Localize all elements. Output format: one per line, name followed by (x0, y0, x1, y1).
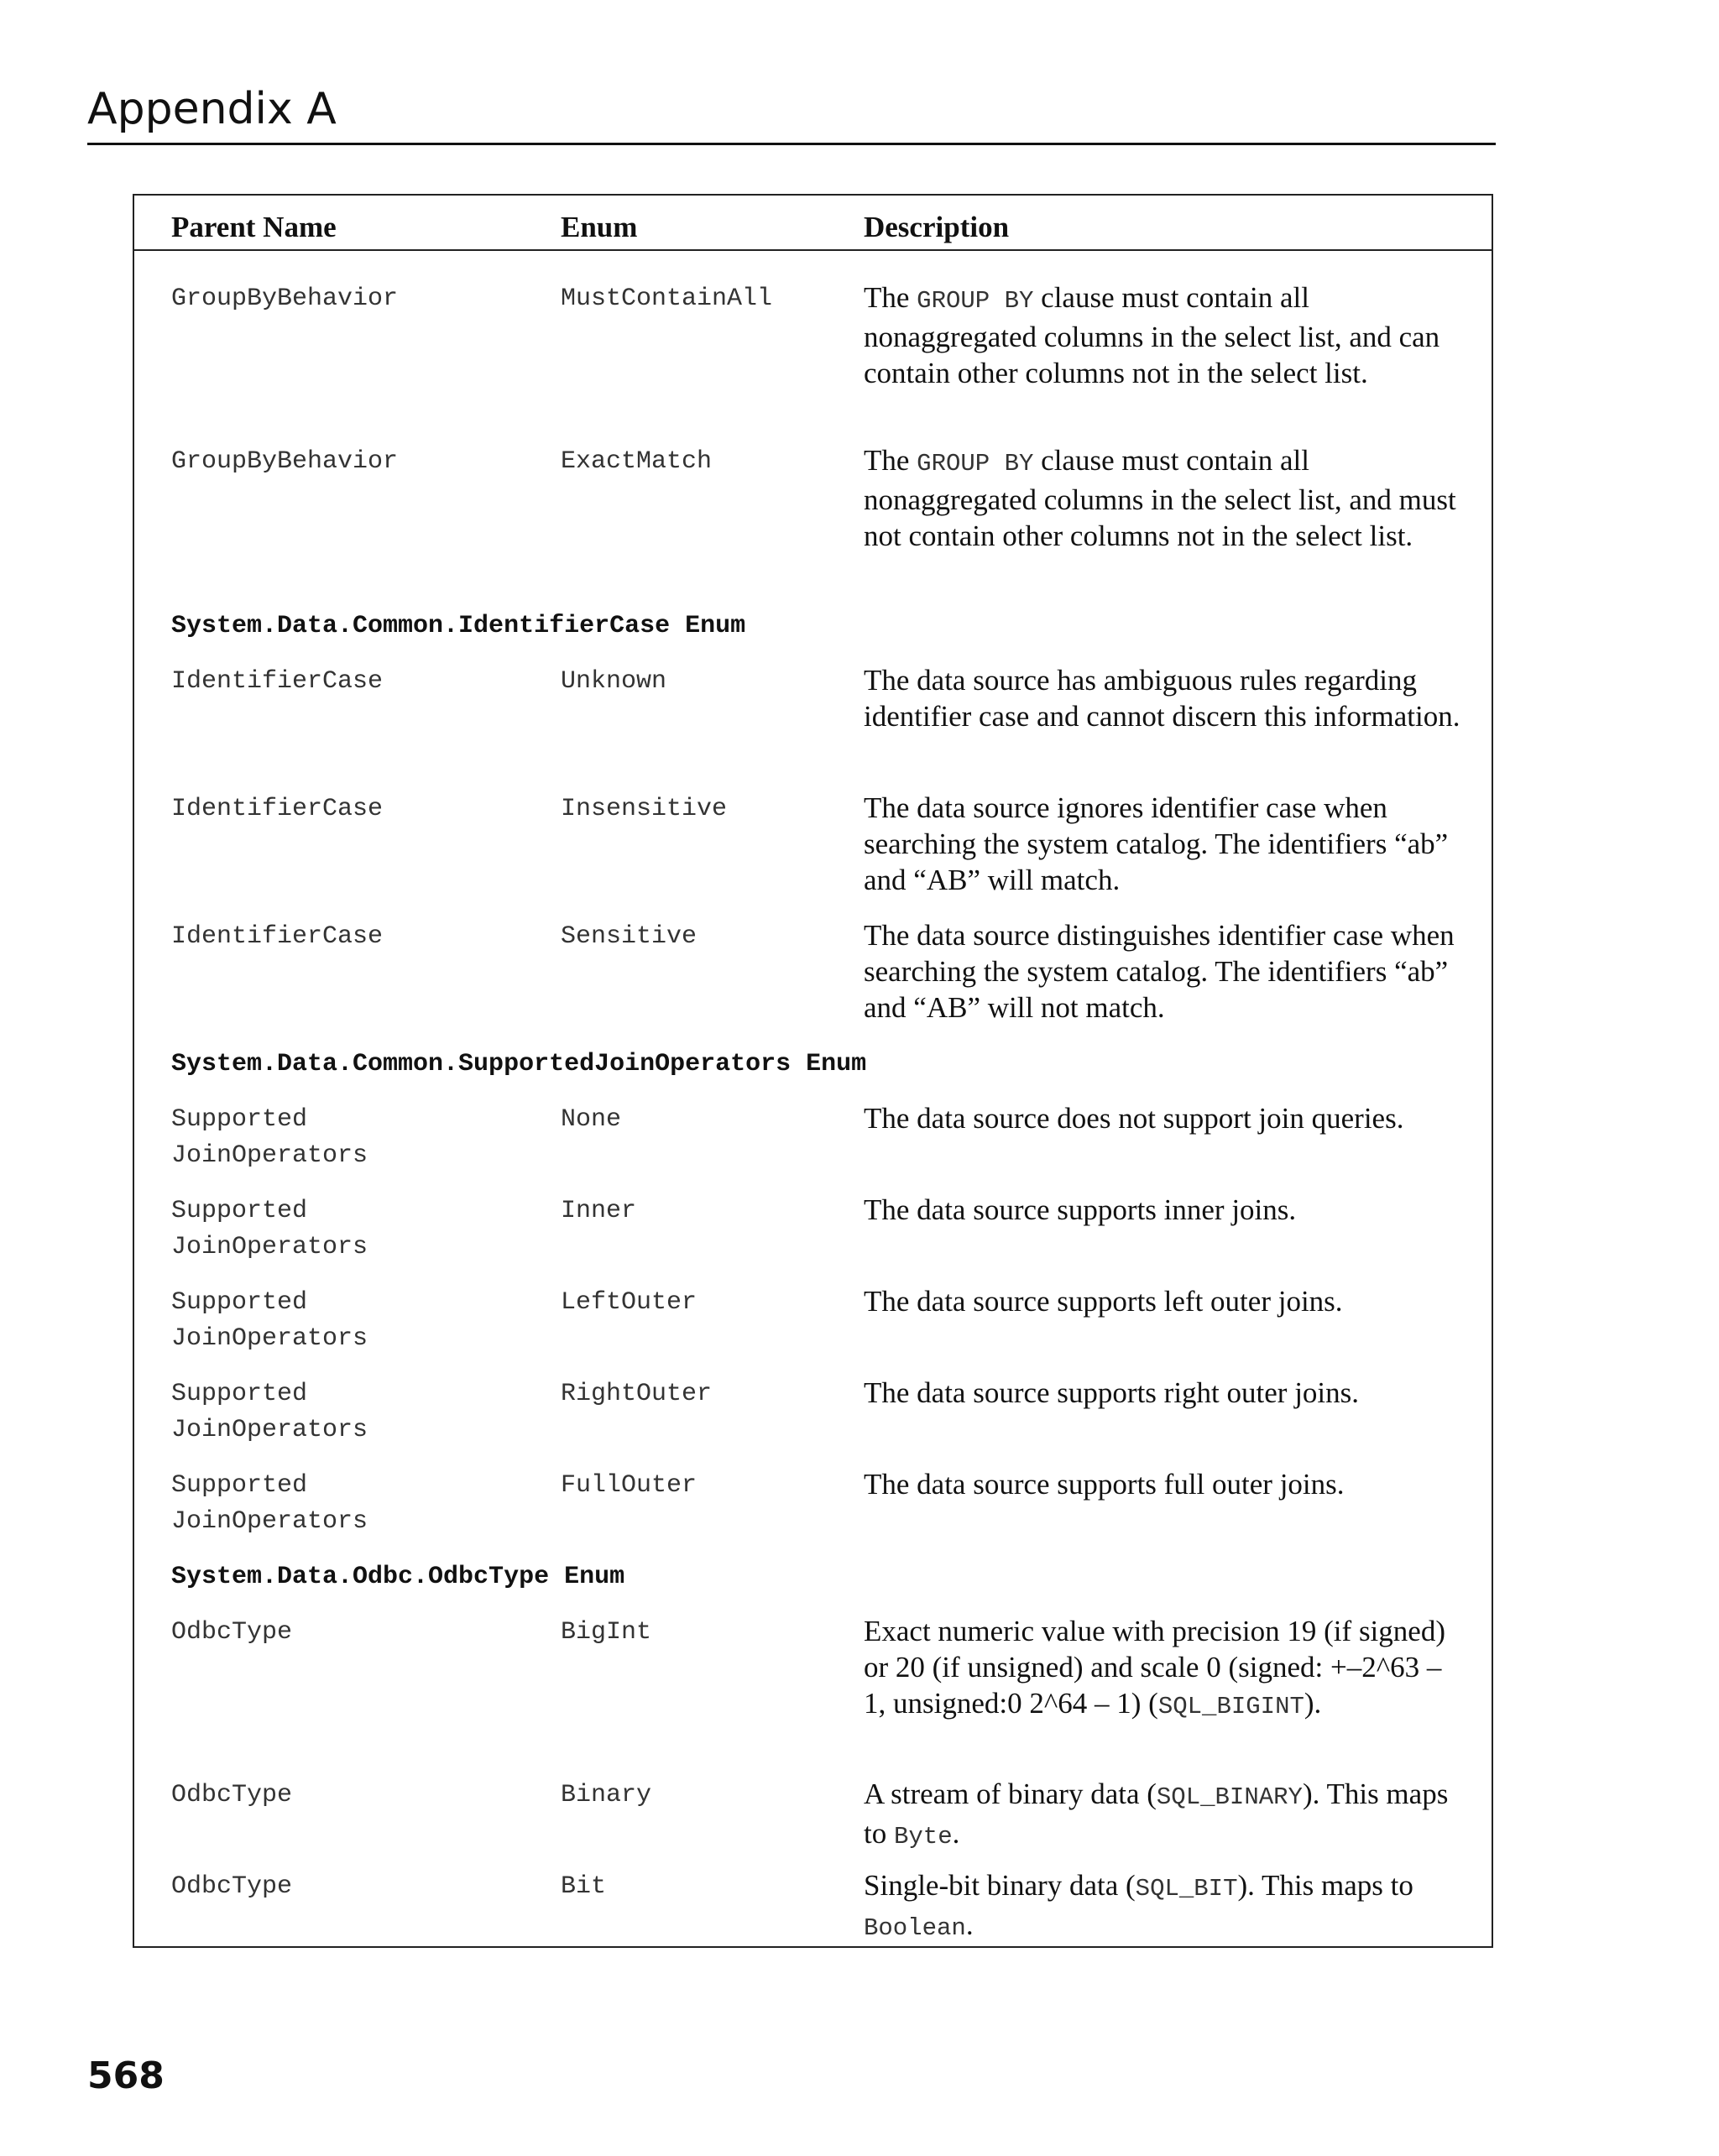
parent-name-cell: IdentifierCase (171, 795, 384, 823)
parent-name-cell: IdentifierCase (171, 922, 384, 951)
section-heading: System.Data.Common.SupportedJoinOperators Enum (171, 1050, 867, 1078)
enum-cell: Binary (561, 1781, 652, 1809)
inline-code: GROUP BY (917, 450, 1034, 478)
parent-name-cell: OdbcType (171, 1872, 293, 1901)
table-header-divider (134, 249, 1492, 251)
inline-code: Byte (893, 1823, 953, 1851)
parent-name-cell: Supported JoinOperators (171, 1471, 368, 1536)
enum-cell: None (561, 1105, 622, 1134)
enum-cell: Inner (561, 1197, 637, 1225)
enum-cell: Bit (561, 1872, 607, 1901)
description-cell: The data source ignores identifier case when searching the system catalog. The identifiers “ab” and “AB” will match. (864, 791, 1449, 896)
description-cell: The GROUP BY clause must contain all nonaggregated columns in the select list, and must not contain other columns not in the select list. (864, 444, 1456, 552)
description-cell: The data source has ambiguous rules regarding identifier case and cannot discern this information. (864, 664, 1460, 733)
enum-cell: FullOuter (561, 1471, 698, 1500)
description-cell: Exact numeric value with precision 19 (if signed) or 20 (if unsigned) and scale 0 (signed: +–2^63 – 1, unsigned:0 2^64 – 1) (SQL_BIGINT). (864, 1615, 1445, 1720)
page-number: 568 (87, 2054, 165, 2097)
enum-cell: Insensitive (561, 795, 728, 823)
enum-cell: BigInt (561, 1618, 652, 1647)
enum-table (133, 194, 1493, 1948)
inline-code: Boolean (864, 1914, 966, 1942)
enum-cell: Sensitive (561, 922, 698, 951)
parent-name-cell: GroupByBehavior (171, 447, 399, 476)
inline-code: SQL_BINARY (1156, 1783, 1303, 1811)
description-cell: The data source supports full outer joins. (864, 1468, 1345, 1501)
description-cell: The data source distinguishes identifier case when searching the system catalog. The identifiers “ab” and “AB” will not match. (864, 919, 1455, 1024)
page-header-title: Appendix A (87, 84, 337, 134)
enum-cell: LeftOuter (561, 1288, 698, 1317)
header-divider (87, 143, 1496, 145)
enum-cell: ExactMatch (561, 447, 713, 476)
column-header-description: Description (864, 211, 1010, 243)
parent-name-cell: Supported JoinOperators (171, 1197, 368, 1261)
section-heading: System.Data.Common.IdentifierCase Enum (171, 612, 746, 640)
enum-cell: RightOuter (561, 1380, 713, 1408)
inline-code: GROUP BY (917, 287, 1034, 315)
description-cell: The data source supports left outer joins. (864, 1285, 1343, 1318)
parent-name-cell: Supported JoinOperators (171, 1288, 368, 1353)
parent-name-cell: OdbcType (171, 1781, 293, 1809)
description-cell: A stream of binary data (SQL_BINARY). This maps to Byte. (864, 1778, 1449, 1851)
section-heading: System.Data.Odbc.OdbcType Enum (171, 1563, 625, 1591)
column-header-parent-name: Parent Name (171, 211, 337, 243)
enum-cell: Unknown (561, 667, 667, 696)
description-cell: The data source does not support join queries. (864, 1102, 1404, 1135)
description-cell: The data source supports inner joins. (864, 1193, 1297, 1226)
parent-name-cell: GroupByBehavior (171, 285, 399, 313)
enum-cell: MustContainAll (561, 285, 773, 313)
column-header-enum: Enum (561, 211, 638, 243)
parent-name-cell: Supported JoinOperators (171, 1105, 368, 1170)
description-cell: The GROUP BY clause must contain all nonaggregated columns in the select list, and can contain other columns not in the select list. (864, 281, 1440, 389)
inline-code: SQL_BIGINT (1157, 1693, 1304, 1720)
inline-code: SQL_BIT (1135, 1875, 1238, 1903)
parent-name-cell: OdbcType (171, 1618, 293, 1647)
parent-name-cell: Supported JoinOperators (171, 1380, 368, 1444)
description-cell: The data source supports right outer joins. (864, 1376, 1360, 1409)
description-cell: Single-bit binary data (SQL_BIT). This maps to Boolean. (864, 1869, 1413, 1942)
parent-name-cell: IdentifierCase (171, 667, 384, 696)
